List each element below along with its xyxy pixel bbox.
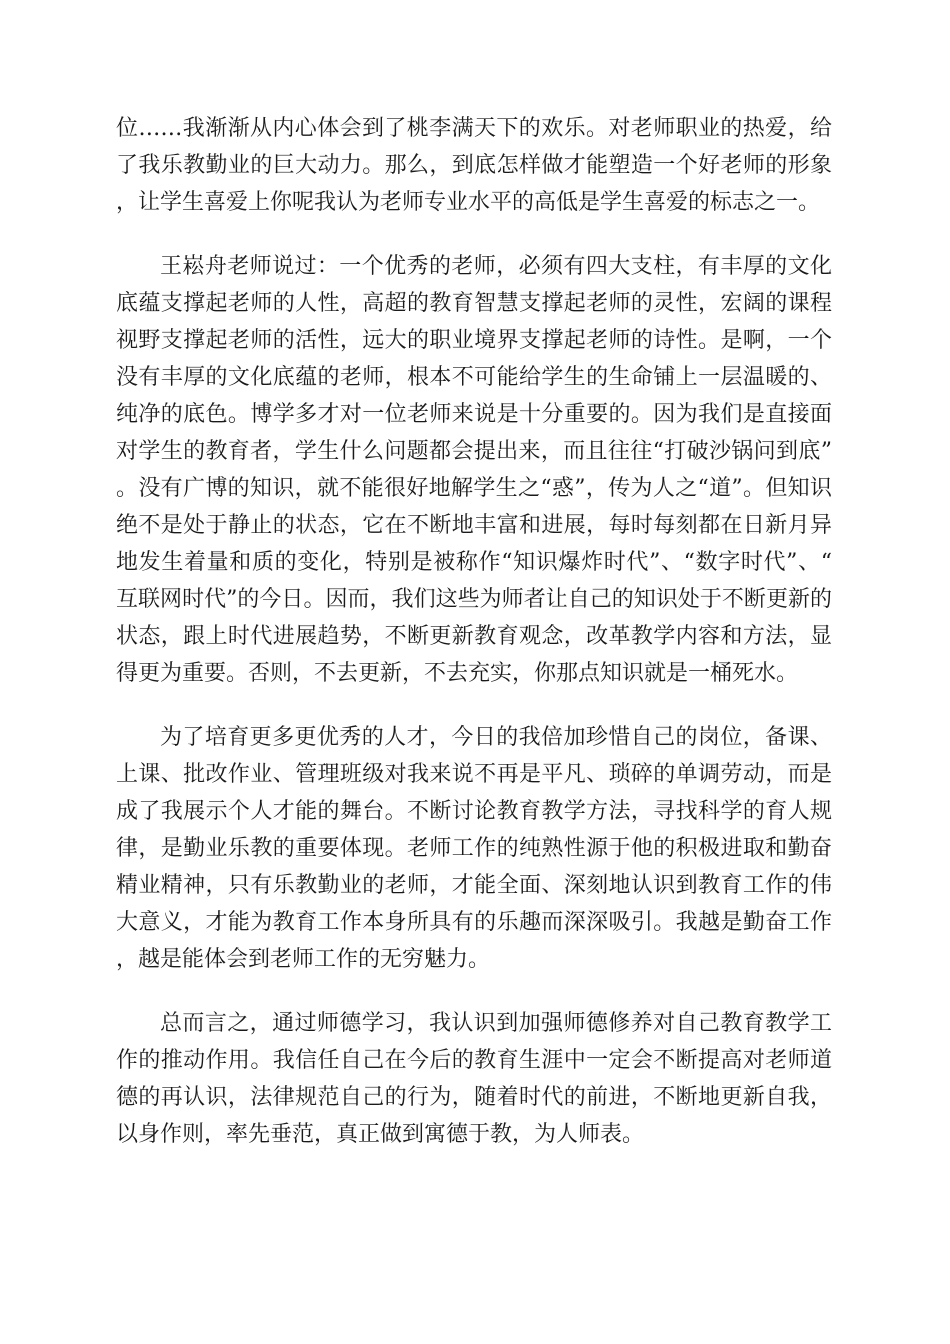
paragraph-2: 王崧舟老师说过：一个优秀的老师，必须有四大支柱，有丰厚的文化底蕴支撑起老师的人性，高超的教育智慧支撑起老师的灵性，宏阔的课程视野支撑起老师的活性，远大的职业境界支撑起老师的诗性。是啊，一个没有丰厚的文化底蕴的老师，根本不可能给学生的生命铺上一层温暖的、纯净的底色。博学多才对一位老师来说是十分重要的。因为我们是直接面对学生的教育者，学生什么问题都会提出来，而且往往“打破沙锅问到底”。没有广博的知识，就不能很好地解学生之“惑”，传为人之“道”。但知识绝不是处于静止的状态，它在不断地丰富和进展，每时每刻都在日新月异地发生着量和质的变化，特别是被称作“知识爆炸时代”、“数字时代”、“互联网时代”的今日。因而，我们这些为师者让自己的知识处于不断更新的状态，跟上时代进展趋势，不断更新教育观念，改革教学内容和方法，显得更为重要。否则，不去更新，不去充实，你那点知识就是一桶死水。 — [116, 254, 832, 686]
paragraph-3: 为了培育更多更优秀的人才，今日的我倍加珍惜自己的岗位，备课、上课、批改作业、管理班级对我来说不再是平凡、琐碎的单调劳动，而是成了我展示个人才能的舞台。不断讨论教育教学方法，寻找科学的育人规律，是勤业乐教的重要体现。老师工作的纯熟性源于他的积极进取和勤奋精业精神，只有乐教勤业的老师，才能全面、深刻地认识到教育工作的伟大意义，才能为教育工作本身所具有的乐趣而深深吸引。我越是勤奋工作，越是能体会到老师工作的无穷魅力。 — [116, 725, 832, 972]
paragraph-4: 总而言之，通过师德学习，我认识到加强师德修养对自己教育教学工作的推动作用。我信任自己在今后的教育生涯中一定会不断提高对老师道德的再认识，法律规范自己的行为，随着时代的前进，不断地更新自我，以身作则，率先垂范，真正做到寓德于教，为人师表。 — [116, 1011, 832, 1147]
paragraph-1: 位……我渐渐从内心体会到了桃李满天下的欢乐。对老师职业的热爱，给了我乐教勤业的巨大动力。那么，到底怎样做才能塑造一个好老师的形象，让学生喜爱上你呢我认为老师专业水平的高低是学生喜爱的标志之一。 — [116, 116, 832, 215]
document-body — [116, 110, 832, 1153]
